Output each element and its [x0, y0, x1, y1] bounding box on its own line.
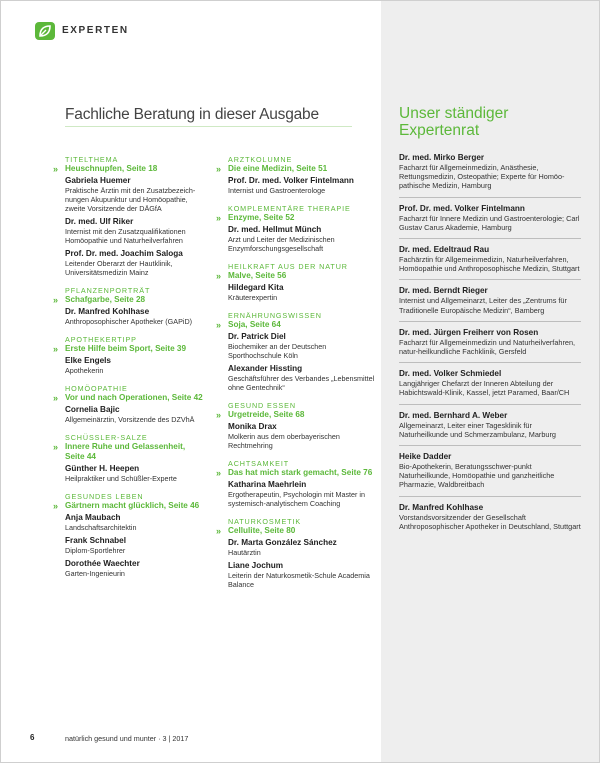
topic-section [216, 459, 376, 508]
expert-name: Dr. Marta González Sánchez [228, 538, 337, 547]
expert-entry [216, 364, 376, 392]
council-member [399, 503, 581, 537]
page-heading: Fachliche Beratung in dieser Ausgabe [65, 106, 319, 123]
category-label: HOMÖOPATHIE [65, 384, 128, 393]
chevron-right-icon: » [53, 442, 59, 452]
expert-name: Frank Schnabel [65, 536, 126, 545]
category-label: PFLANZENPORTRÄT [65, 286, 151, 295]
council-member-description: Facharzt für Allgemeinmedizin und Naturheilverfahren, natur-heilkundliche Fachklinik, Gersfeld [399, 337, 576, 357]
council-member [399, 328, 581, 363]
expert-entry [216, 176, 376, 195]
council-member [399, 204, 581, 239]
council-member-name: Prof. Dr. med. Volker Fintelmann [399, 203, 525, 213]
council-member [399, 411, 581, 446]
category-label: TITELTHEMA [65, 155, 119, 164]
topic-section [53, 155, 203, 277]
expert-description: Landschaftsarchitektin [65, 523, 137, 532]
council-member-name: Dr. med. Bernhard A. Weber [399, 410, 508, 420]
expert-entry [53, 559, 203, 578]
category-label: NATURKOSMETIK [228, 517, 302, 526]
leaf-icon [35, 22, 55, 40]
topic-link[interactable] [53, 393, 203, 403]
expert-description: Anthroposophischer Apotheker (GAPiD) [65, 317, 193, 326]
council-member-name: Dr. med. Volker Schmiedel [399, 369, 502, 379]
expert-description: Ergotherapeutin, Psychologin mit Master in systemisch-analytischem Coaching [228, 490, 366, 508]
expert-entry [53, 307, 203, 326]
expert-description: Leiterin der Naturkosmetik-Schule Academia Balance [228, 571, 370, 589]
topic-section [53, 384, 203, 424]
expert-description: Biochemiker an der Deutschen Sporthochschule Köln [228, 342, 327, 360]
council-member [399, 286, 581, 321]
expert-description: Apothekerin [65, 366, 104, 375]
expert-name: Dr. Manfred Kohlhase [65, 307, 150, 316]
expert-entry [53, 249, 203, 277]
topic-title: Schafgarbe, Seite 28 [65, 295, 146, 304]
magazine-issue: natürlich gesund und munter · 3 | 2017 [65, 734, 189, 743]
expert-description: Hautärztin [228, 548, 261, 557]
chevron-right-icon: » [53, 344, 59, 354]
expert-name: Alexander Hissting [228, 364, 303, 373]
expert-entry [53, 356, 203, 375]
chevron-right-icon: » [216, 320, 222, 330]
council-member [399, 153, 581, 198]
topic-section [216, 155, 376, 195]
topic-section [216, 517, 376, 589]
expert-name: Dr. med. Ulf Riker [65, 217, 134, 226]
topic-title: Gärtnern macht glücklich, Seite 46 [65, 501, 200, 510]
chevron-right-icon: » [216, 164, 222, 174]
council-member [399, 369, 581, 404]
expert-entry [53, 464, 203, 483]
topic-section [216, 401, 376, 450]
topic-title: Cellulite, Seite 80 [228, 526, 296, 535]
expert-name: Anja Maubach [65, 513, 121, 522]
category-label: GESUNDES LEBEN [65, 492, 144, 501]
category-label: APOTHEKERTIPP [65, 335, 137, 344]
expert-entry [53, 217, 203, 245]
expert-description: Kräuterexpertin [228, 293, 278, 302]
expert-entry [53, 405, 203, 424]
chevron-right-icon: » [53, 295, 59, 305]
expert-name: Dr. med. Hellmut Münch [228, 225, 322, 234]
expert-description: Internist mit den Zusatzqualifikationen Homöopathie und Naturheilverfahren [65, 227, 186, 245]
expert-name: Dorothée Waechter [65, 559, 140, 568]
expert-name: Hildegard Kita [228, 283, 284, 292]
topic-link[interactable] [216, 526, 376, 536]
topic-section [53, 335, 203, 375]
council-member-name: Dr. med. Edeltraud Rau [399, 245, 490, 255]
council-member-name: Dr. med. Berndt Rieger [399, 286, 488, 296]
expert-entry [216, 283, 376, 302]
topic-section [53, 492, 203, 578]
category-label: ARZTKOLUMNE [228, 155, 293, 164]
topic-link[interactable] [53, 295, 203, 305]
chevron-right-icon: » [53, 501, 59, 511]
topic-title: Vor und nach Operationen, Seite 42 [65, 393, 203, 402]
topic-section [53, 286, 203, 326]
council-member-description: Facharzt für Allgemeinmedizin, Anästhesie, Rettungsmedizin, Osteopathie; Experte für Homöo-pathische Medizin, Hamburg [399, 163, 565, 191]
topic-link[interactable] [216, 468, 376, 478]
expert-description: Geschäftsführer des Verbandes „Lebensmittel ohne Gentechnik“ [228, 374, 375, 392]
expert-name: Prof. Dr. med. Volker Fintelmann [228, 176, 354, 185]
council-member-description: Facharzt für Innere Medizin und Gastroenterologie; Carl Gustav Carus Akademie, Hamburg [399, 213, 580, 232]
expert-name: Günther H. Heepen [65, 464, 140, 473]
expert-entry [216, 538, 376, 557]
expert-entry [53, 513, 203, 532]
chevron-right-icon: » [216, 213, 222, 223]
category-label: HEILKRAFT AUS DER NATUR [228, 262, 348, 271]
category-label: SCHÜSSLER-SALZE [65, 433, 148, 442]
topic-link[interactable] [216, 410, 376, 420]
expert-name: Katharina Maehrlein [228, 480, 307, 489]
topic-link[interactable] [53, 164, 203, 174]
council-member-description: Allgemeinarzt, Leiter einer Tagesklinik für Naturheilkunde und Schmerzambulanz, Marburg [399, 420, 556, 439]
expert-description: Praktische Ärztin mit den Zusatzbezeich-nungen Akupunktur und Homöopathie, zweite Vorsitzende der DÄGfA [65, 186, 196, 213]
topic-section [53, 433, 203, 483]
expert-description: Heilpraktiker und Schüßler-Experte [65, 474, 177, 483]
council-member [399, 245, 581, 280]
topic-title: Enzyme, Seite 52 [228, 213, 295, 222]
council-member-description: Vorstandsvorsitzender der Gesellschaft Anthroposophischer Apotheker in Deutschland, Stuttgart [399, 512, 581, 531]
council-member-name: Dr. med. Mirko Berger [399, 153, 485, 162]
expert-entry [216, 225, 376, 253]
topic-link[interactable] [216, 320, 376, 330]
expert-name: Prof. Dr. med. Joachim Saloga [65, 249, 183, 258]
expert-entry [216, 561, 376, 589]
chevron-right-icon: » [216, 468, 222, 478]
chevron-right-icon: » [216, 410, 222, 420]
topic-section [216, 262, 376, 302]
section-title: EXPERTEN [62, 25, 129, 36]
expert-name: Monika Drax [228, 422, 277, 431]
topic-title: Malve, Seite 56 [228, 271, 287, 280]
topic-section [216, 311, 376, 392]
topic-title: Das hat mich stark gemacht, Seite 76 [228, 468, 373, 477]
category-label: KOMPLEMENTÄRE THERAPIE [228, 204, 351, 213]
topic-title: Heuschnupfen, Seite 18 [65, 164, 158, 173]
topic-link[interactable] [53, 442, 203, 462]
heading-divider [65, 126, 352, 127]
topic-title: Soja, Seite 64 [228, 320, 281, 329]
council-member-description: Langjähriger Chefarzt der Inneren Abteilung der Habichtswald-Klinik, Kassel, jetzt Paramed, Baar/CH [399, 379, 570, 398]
topic-title: Die eine Medizin, Seite 51 [228, 164, 328, 173]
council-member-name: Dr. med. Jürgen Freiherr von Rosen [399, 327, 539, 337]
expert-entry [216, 422, 376, 450]
page-number: 6 [30, 733, 35, 742]
topic-title: Innere Ruhe und Gelassenheit, Seite 44 [65, 442, 186, 461]
expert-name: Gabriela Huemer [65, 176, 131, 185]
expert-name: Liane Jochum [228, 561, 284, 570]
topics-column-right [216, 155, 376, 598]
council-member-name: Dr. Manfred Kohlhase [399, 502, 484, 512]
council-member-description: Internist und Allgemeinarzt, Leiter des „Zentrums für Traditionelle Europäische Medizin“, Bamberg [399, 296, 567, 315]
chevron-right-icon: » [53, 393, 59, 403]
expert-name: Dr. Patrick Diel [228, 332, 286, 341]
expert-description: Internist und Gastroenterologe [228, 186, 326, 195]
topics-column-left [53, 155, 203, 587]
expert-entry [216, 332, 376, 360]
council-member-name: Heike Dadder [399, 452, 452, 462]
topic-link[interactable] [216, 213, 376, 223]
expert-description: Leitender Oberarzt der Hautklinik, Universitätsmedizin Mainz [65, 259, 173, 277]
expert-council-title: Unser ständiger Expertenrat [399, 105, 509, 139]
council-member-description: Fachärztin für Allgemeinmedizin, Naturheilverfahren, Homöopathie und Anthroposophische Medizin, Stuttgart [399, 255, 580, 274]
council-member-description: Bio-Apothekerin, Beratungsschwer-punkt Naturheilkunde, Homöopathie und ganzheitliche Pharmazie, Waldbreitbach [399, 462, 555, 490]
expert-description: Molkerin aus dem oberbayerischen Rechtmehring [228, 432, 340, 450]
topic-link[interactable] [53, 501, 203, 511]
expert-entry [216, 480, 376, 508]
chevron-right-icon: » [216, 526, 222, 536]
topic-link[interactable] [216, 271, 376, 281]
topic-section [216, 204, 376, 253]
expert-name: Elke Engels [65, 356, 111, 365]
expert-entry [53, 536, 203, 555]
topic-link[interactable] [53, 344, 203, 354]
category-label: GESUND ESSEN [228, 401, 296, 410]
topic-title: Urgetreide, Seite 68 [228, 410, 305, 419]
category-label: ERNÄHRUNGSWISSEN [228, 311, 322, 320]
expert-description: Allgemeinärztin, Vorsitzende des DZVhÄ [65, 415, 195, 424]
expert-council-list [399, 153, 581, 543]
expert-description: Garten-Ingenieurin [65, 569, 125, 578]
council-member [399, 452, 581, 497]
chevron-right-icon: » [53, 164, 59, 174]
topic-link[interactable] [216, 164, 376, 174]
chevron-right-icon: » [216, 271, 222, 281]
expert-name: Cornelia Bajic [65, 405, 120, 414]
expert-description: Diplom-Sportlehrer [65, 546, 126, 555]
expert-entry [53, 176, 203, 213]
topic-title: Erste Hilfe beim Sport, Seite 39 [65, 344, 187, 353]
expert-description: Arzt und Leiter der Medizinischen Enzymforschungsgesellschaft [228, 235, 335, 253]
category-label: ACHTSAMKEIT [228, 459, 290, 468]
